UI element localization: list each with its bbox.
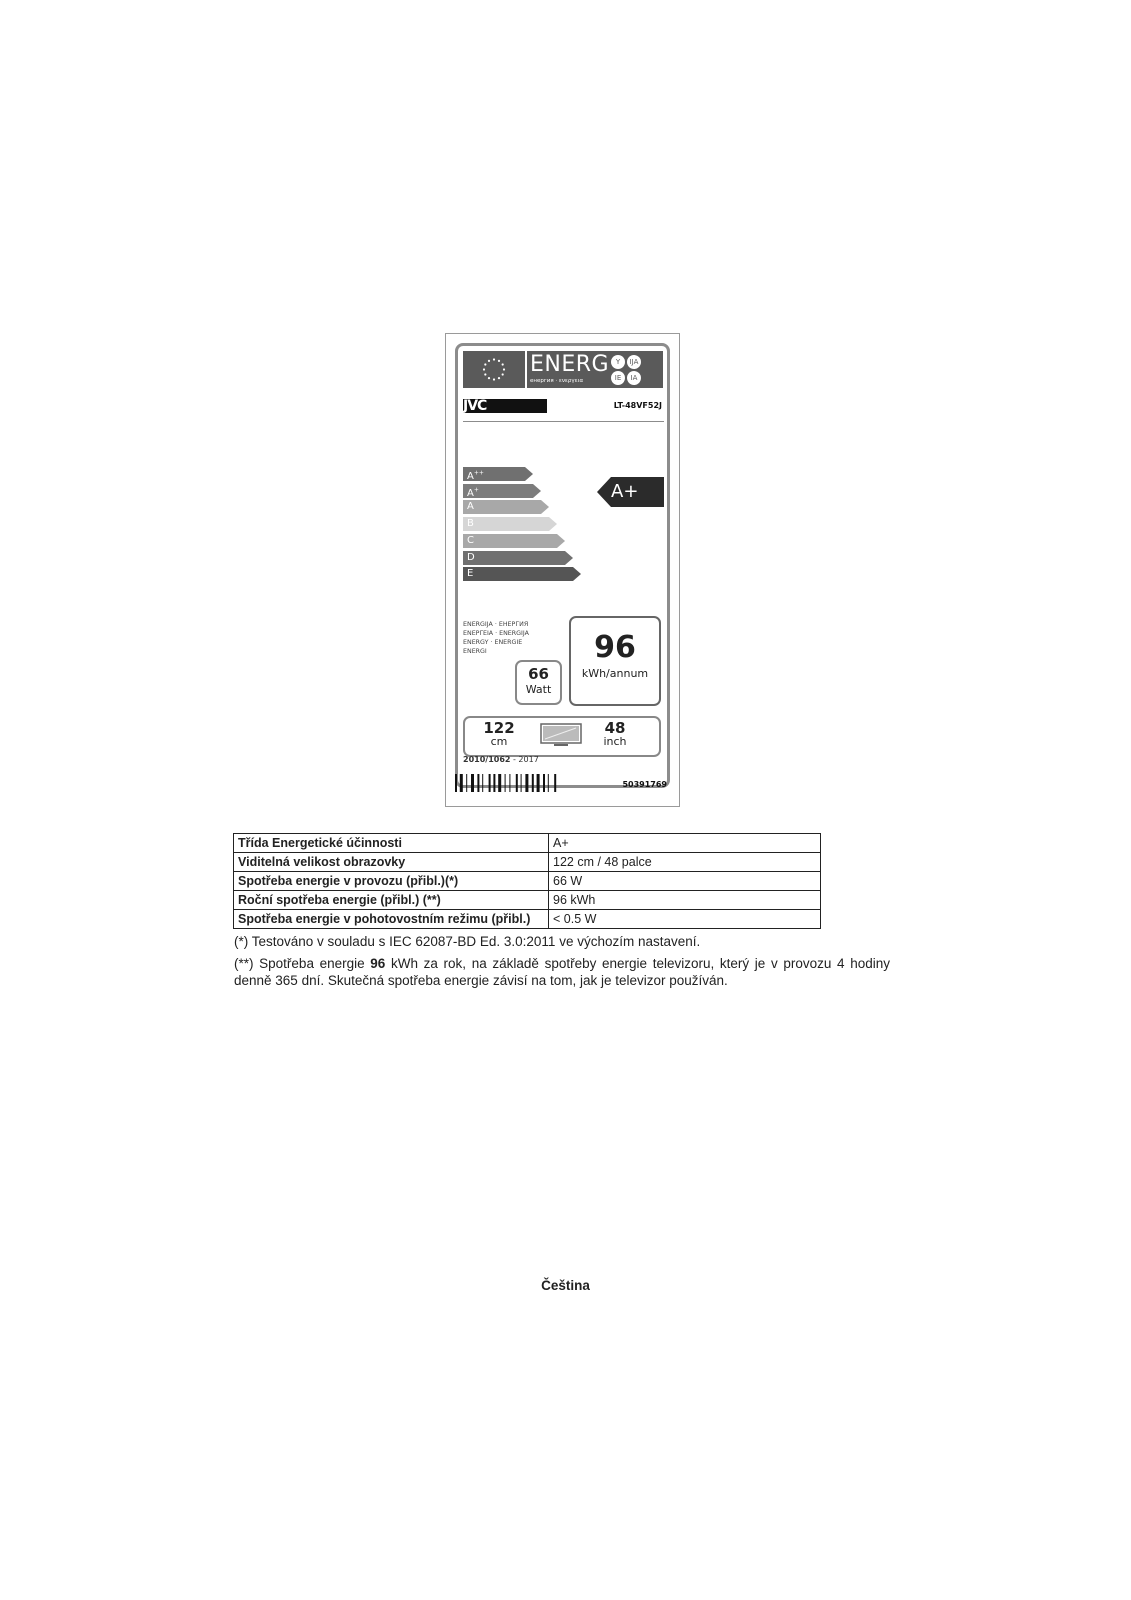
- spec-key: Roční spotřeba energie (přibl.) (**): [234, 891, 549, 910]
- footnote-2: [234, 955, 890, 989]
- table-row: [234, 910, 821, 929]
- lang-code-y: Y: [611, 355, 625, 369]
- header-separator: [525, 351, 527, 388]
- barcode-bar: [509, 774, 510, 792]
- eu-star: [503, 368, 505, 370]
- barcode-bar: [477, 774, 479, 792]
- spec-value: 122 cm / 48 palce: [549, 853, 821, 872]
- footnote-2-prefix: (**) Spotřeba energie: [234, 956, 371, 971]
- barcode-bar: [471, 774, 474, 792]
- size-cm-value: 122: [483, 719, 515, 737]
- eu-star: [498, 377, 500, 379]
- tv-icon: [540, 723, 582, 747]
- energy-subtitle: енергия · ενεργεια: [530, 378, 584, 384]
- lang-code-ija: IJA: [627, 355, 641, 369]
- rating-value: [597, 477, 664, 507]
- eu-flag-icon: [465, 353, 523, 386]
- barcode-bar: [537, 774, 540, 792]
- eu-star: [484, 363, 486, 365]
- eu-star: [484, 373, 486, 375]
- barcode-bar: [543, 774, 545, 792]
- lang-code-ia: IA: [627, 371, 641, 385]
- efficiency-class-bar: [463, 567, 581, 581]
- table-row: [234, 872, 821, 891]
- efficiency-class-label: A++: [467, 470, 484, 483]
- barcode-bar: [516, 774, 518, 792]
- energy-word-list: [463, 620, 558, 656]
- efficiency-class-label: A: [467, 501, 474, 513]
- footnote-2-bold: 96: [370, 956, 386, 971]
- regulation-reference: [463, 755, 539, 764]
- efficiency-class-label: E: [467, 568, 474, 580]
- spec-key: Třída Energetické účinnosti: [234, 834, 549, 853]
- barcode-icon: [455, 774, 585, 792]
- efficiency-class-plus: +: [473, 486, 479, 494]
- power-watt-value: 66: [528, 665, 549, 683]
- barcode-bar: [482, 774, 483, 792]
- footnote-1: (*) Testováno v souladu s IEC 62087-BD Ed. 3.0:2011 ve výchozím nastavení.: [234, 934, 701, 949]
- table-row: [234, 834, 821, 853]
- table-row: [234, 891, 821, 910]
- efficiency-class-label: B: [467, 518, 474, 530]
- energy-word-line: ENERGIJA · ЕНЕРГИЯ: [463, 621, 529, 628]
- efficiency-class-arrow: [463, 567, 581, 581]
- energy-word-line: ΕΝΕΡΓΕΙΑ · ENERGIJA: [463, 630, 529, 637]
- spec-value: < 0.5 W: [549, 910, 821, 929]
- annual-kwh-value: 96: [594, 630, 636, 665]
- footnote-2-suffix: kWh za rok, na základě spotřeby energie televizoru, který je v provozu 4 hodiny denně 365 dní. Skutečná spotřeba energie závisí na tom, jak je televizor používán.: [234, 956, 890, 988]
- eu-star: [498, 360, 500, 362]
- power-watt-unit: Watt: [525, 683, 552, 696]
- barcode-bar: [455, 774, 457, 792]
- barcode-bar: [498, 774, 501, 792]
- spec-value: 66 W: [549, 872, 821, 891]
- barcode-bar: [493, 774, 495, 792]
- annual-consumption-box: [569, 616, 661, 706]
- spec-key: Viditelná velikost obrazovky: [234, 853, 549, 872]
- efficiency-class-bar: [463, 484, 541, 498]
- eu-star: [493, 358, 495, 360]
- spec-key: Spotřeba energie v provozu (přibl.)(*): [234, 872, 549, 891]
- eu-star: [488, 377, 490, 379]
- efficiency-class-arrow: [463, 517, 557, 531]
- efficiency-class-bar: [463, 517, 557, 531]
- efficiency-class-bar: [463, 467, 533, 481]
- spec-key: Spotřeba energie v pohotovostním režimu (přibl.): [234, 910, 549, 929]
- barcode-bar: [489, 774, 491, 792]
- table-row: [234, 853, 821, 872]
- rating-text: A+: [611, 481, 639, 502]
- efficiency-class-arrow: [463, 534, 565, 548]
- power-box: [515, 660, 562, 705]
- barcode-number: 50391769: [622, 780, 667, 789]
- energy-word-line: ENERGY · ENERGIE: [463, 639, 523, 646]
- regulation-number: 2010/1062: [463, 755, 511, 764]
- efficiency-class-arrow: [463, 500, 549, 514]
- spec-value: 96 kWh: [549, 891, 821, 910]
- spec-value: A+: [549, 834, 821, 853]
- efficiency-class-arrow: [463, 551, 573, 565]
- efficiency-class-bar: [463, 551, 573, 565]
- efficiency-class-plus: ++: [473, 470, 484, 477]
- energy-label-header: [463, 351, 663, 388]
- barcode-bar: [466, 774, 467, 792]
- energy-word: ENERG: [530, 352, 610, 377]
- barcode-bar: [505, 774, 506, 792]
- lang-code-ie: IE: [611, 371, 625, 385]
- eu-star: [502, 373, 504, 375]
- energy-word-line: ENERGI: [463, 648, 487, 655]
- barcode-bar: [521, 774, 522, 792]
- size-inch-value: 48: [604, 719, 626, 737]
- brand-divider: [463, 421, 664, 422]
- barcode-bar: [525, 774, 528, 792]
- efficiency-class-label: D: [467, 551, 475, 563]
- barcode-bar: [554, 774, 556, 792]
- efficiency-class-bar: [463, 534, 565, 548]
- specs-table: [233, 833, 821, 929]
- footer-language: Čeština: [541, 1278, 590, 1293]
- efficiency-class-label: A+: [467, 486, 479, 500]
- screen-size-box: [463, 716, 661, 757]
- annual-kwh-unit: kWh/annum: [581, 667, 649, 680]
- size-cm-unit: cm: [490, 735, 508, 748]
- eu-star: [488, 360, 490, 362]
- energy-label: [445, 333, 680, 807]
- barcode-bar: [532, 774, 534, 792]
- regulation-year: - 2017: [513, 755, 539, 764]
- brand-name: JVC: [463, 399, 547, 413]
- model-number: LT-48VF52J: [613, 401, 662, 410]
- eu-star: [493, 378, 495, 380]
- size-inch-unit: inch: [603, 735, 627, 748]
- eu-star: [502, 363, 504, 365]
- barcode-bar: [548, 774, 549, 792]
- eu-star: [483, 368, 485, 370]
- efficiency-class-bar: [463, 500, 549, 514]
- barcode-bar: [460, 774, 463, 792]
- efficiency-class-label: C: [467, 534, 474, 546]
